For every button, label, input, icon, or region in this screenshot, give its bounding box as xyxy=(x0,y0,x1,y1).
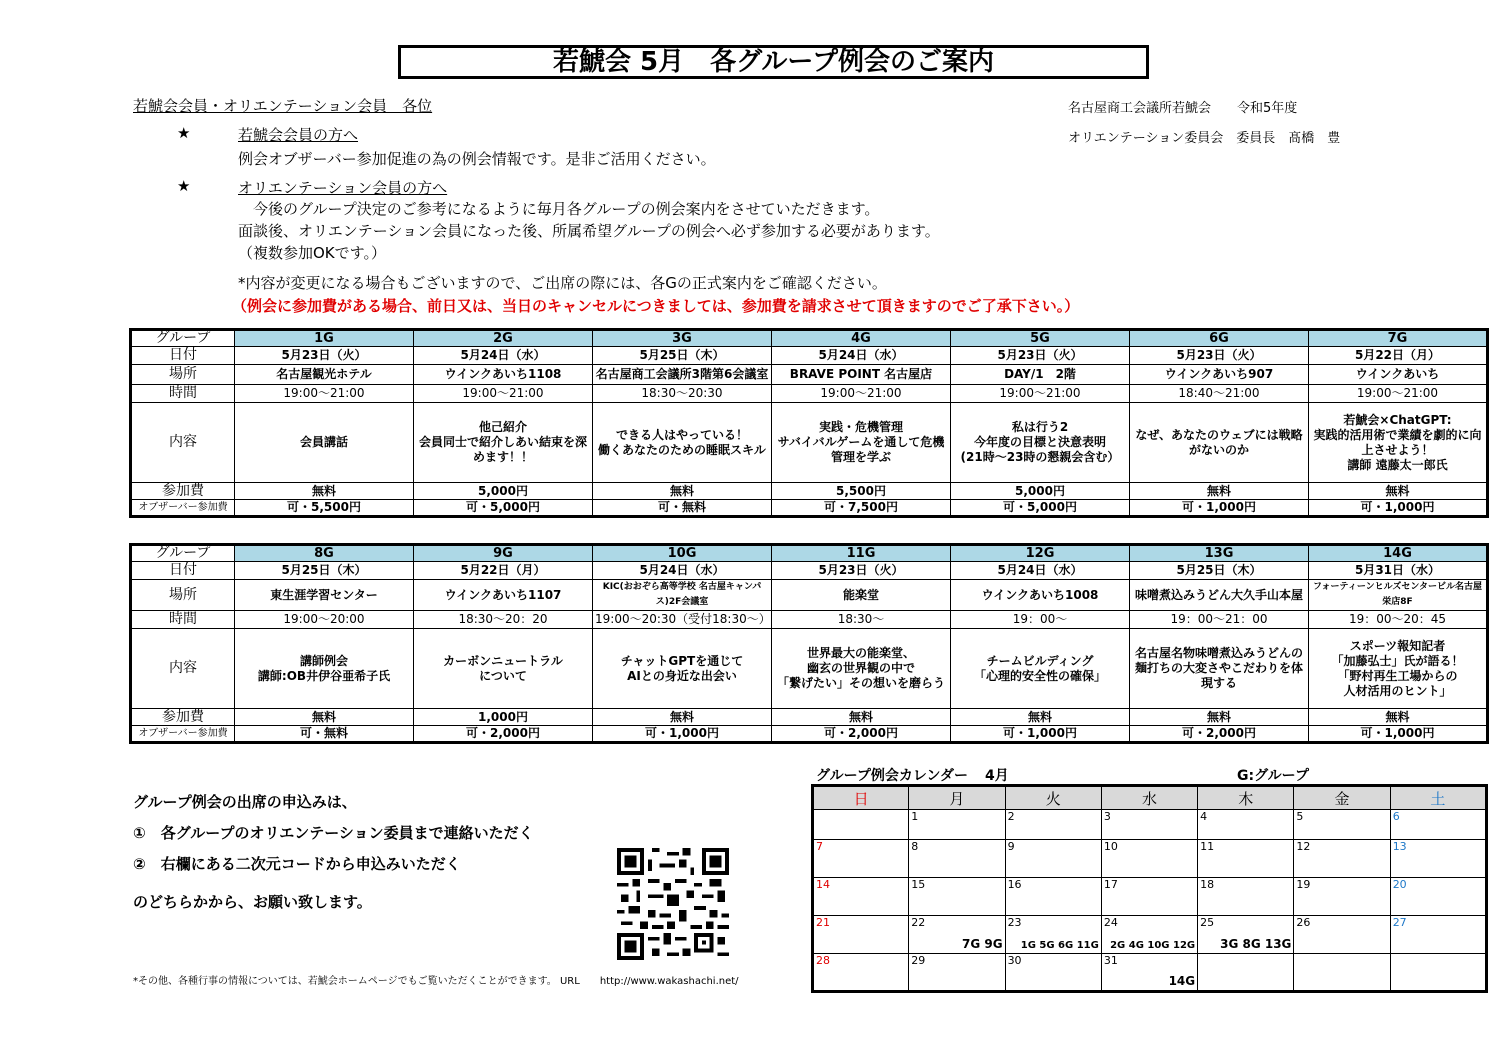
cell-time: 19:00～21:00 xyxy=(414,385,593,403)
cell-time: 19：00～20：45 xyxy=(1309,611,1488,629)
table-row xyxy=(131,403,1488,483)
apply-item-2: ② 右欄にある二次元コードから申込みいただく xyxy=(133,855,461,873)
table-row xyxy=(131,562,1488,580)
cell-observer: 可・1,000円 xyxy=(1309,500,1488,517)
cell-date: 5月23日（火） xyxy=(235,347,414,365)
qr-code-icon[interactable] xyxy=(617,848,729,960)
table-row xyxy=(131,611,1488,629)
cell-content: 若鯱会×ChatGPT: 実践的活用術で業績を劇的に向上させよう！ 講師 遠藤太一郎氏 xyxy=(1309,403,1488,483)
cell-place: ウインクあいち907 xyxy=(1130,365,1309,385)
calendar-cell xyxy=(813,810,909,840)
calendar-date: 10 xyxy=(1103,840,1118,853)
cell-date: 5月22日（月） xyxy=(1309,347,1488,365)
cell-observer: 可・7,500円 xyxy=(772,500,951,517)
calendar-cell xyxy=(813,916,909,954)
row-label-time: 時間 xyxy=(131,385,235,403)
cell-observer: 可・5,500円 xyxy=(235,500,414,517)
calendar-cell xyxy=(1005,954,1101,992)
cell-place: 名古屋観光ホテル xyxy=(235,365,414,385)
calendar-date: 28 xyxy=(816,954,830,967)
cell-date: 5月24日（水） xyxy=(593,562,772,580)
calendar-cell xyxy=(1198,810,1294,840)
cell-date: 5月24日（水） xyxy=(951,562,1130,580)
row-label-place: 場所 xyxy=(131,365,235,385)
cell-fee: 無料 xyxy=(235,709,414,726)
cell-observer: 可・5,000円 xyxy=(951,500,1130,517)
calendar-cell xyxy=(909,810,1005,840)
calendar-cell xyxy=(1101,954,1197,992)
calendar-cell xyxy=(1101,810,1197,840)
calendar-date: 24 xyxy=(1103,916,1118,929)
cell-content: できる人はやっている！ 働くあなたのための睡眠スキル xyxy=(593,403,772,483)
cell-fee: 5,500円 xyxy=(772,483,951,500)
calendar-date: 11 xyxy=(1200,840,1215,853)
cell-group: 12G xyxy=(951,545,1130,562)
calendar-cell xyxy=(1198,840,1294,878)
cell-time: 19:00～21:00 xyxy=(1309,385,1488,403)
cell-group: 6G xyxy=(1130,330,1309,347)
cell-group: 1G xyxy=(235,330,414,347)
cell-observer: 可・1,000円 xyxy=(1130,500,1309,517)
calendar-cell xyxy=(1101,878,1197,916)
cell-date: 5月23日（火） xyxy=(951,347,1130,365)
cell-date: 5月22日（月） xyxy=(414,562,593,580)
calendar-cell xyxy=(1294,878,1390,916)
cell-time: 19:00～21:00 xyxy=(951,385,1130,403)
cell-group: 14G xyxy=(1309,545,1488,562)
table-row xyxy=(131,500,1488,517)
calendar-event: 1G 5G 6G 11G xyxy=(1020,940,1099,951)
row-label-group: グループ xyxy=(131,330,235,347)
cell-observer: 可・2,000円 xyxy=(414,726,593,743)
table-row xyxy=(131,545,1488,562)
calendar-date: 18 xyxy=(1200,878,1215,891)
cell-place: DAY/1 2階 xyxy=(951,365,1130,385)
calendar-date: 2 xyxy=(1007,810,1015,823)
calendar-cell xyxy=(1390,954,1486,992)
footer-note: *その他、各種行事の情報については、若鯱会ホームページでもご覧いただくことができます。 URL http://www.wakashachi.net/ xyxy=(133,976,739,987)
cell-time: 19:00～20:00 xyxy=(235,611,414,629)
table-row xyxy=(131,347,1488,365)
cell-time: 18:30～20:30 xyxy=(593,385,772,403)
calendar-date: 25 xyxy=(1200,916,1215,929)
cell-group: 5G xyxy=(951,330,1130,347)
cell-observer: 可・5,000円 xyxy=(414,500,593,517)
cell-group: 9G xyxy=(414,545,593,562)
calendar-event: 14G xyxy=(1168,974,1196,988)
cell-date: 5月25日（木） xyxy=(235,562,414,580)
star-icon: ★ xyxy=(177,124,191,142)
table-row xyxy=(131,365,1488,385)
calendar-event: 2G 4G 10G 12G xyxy=(1110,940,1196,951)
cell-place: 名古屋商工会議所3階第6会議室 xyxy=(593,365,772,385)
row-label-fee: 参加費 xyxy=(131,709,235,726)
members-heading: 若鯱会会員の方へ xyxy=(238,126,359,144)
cell-fee: 1,000円 xyxy=(414,709,593,726)
calendar-date: 20 xyxy=(1392,878,1407,891)
star-icon: ★ xyxy=(177,177,191,195)
calendar-date: 17 xyxy=(1103,878,1118,891)
cell-fee: 無料 xyxy=(1309,483,1488,500)
calendar-day-header: 火 xyxy=(1005,786,1101,810)
apply-closing: のどちらかから、お願い致します。 xyxy=(133,893,372,911)
calendar-date: 13 xyxy=(1392,840,1407,853)
cell-group: 10G xyxy=(593,545,772,562)
calendar-cell xyxy=(909,916,1005,954)
cell-fee: 無料 xyxy=(593,483,772,500)
table-row xyxy=(131,330,1488,347)
row-label-content: 内容 xyxy=(131,629,235,709)
apply-heading: グループ例会の出席の申込みは、 xyxy=(133,793,357,811)
cell-time: 18:30～ xyxy=(772,611,951,629)
calendar-event: 7G 9G xyxy=(961,937,1003,951)
calendar-cell xyxy=(1294,810,1390,840)
calendar-cell xyxy=(1005,810,1101,840)
cell-place: フォーティーンヒルズセンタービル名古屋栄店8F xyxy=(1309,580,1488,611)
cell-content: なぜ、あなたのウェブには戦略がないのか xyxy=(1130,403,1309,483)
cell-place: BRAVE POINT 名古屋店 xyxy=(772,365,951,385)
cell-content: 世界最大の能楽堂、 幽玄の世界観の中で 「繋げたい」その想いを磨らう xyxy=(772,629,951,709)
cell-content: 名古屋名物味噌煮込みうどんの麺打ちの大変さやこだわりを体現する xyxy=(1130,629,1309,709)
table-row xyxy=(131,629,1488,709)
cell-observer: 可・1,000円 xyxy=(1309,726,1488,743)
table-row xyxy=(131,726,1488,743)
cell-content: 私は行う2 今年度の目標と決意表明 (21時～23時の懇親会含む） xyxy=(951,403,1130,483)
cell-place: 能楽堂 xyxy=(772,580,951,611)
cell-group: 7G xyxy=(1309,330,1488,347)
cell-date: 5月23日（火） xyxy=(772,562,951,580)
calendar-cell xyxy=(1005,878,1101,916)
calendar-date: 5 xyxy=(1296,810,1304,823)
cell-fee: 無料 xyxy=(1130,483,1309,500)
schedule-table-2 xyxy=(129,543,1489,744)
row-label-observer: オブザーバー参加費 xyxy=(131,500,235,517)
cell-content: 会員講話 xyxy=(235,403,414,483)
cell-observer: 可・無料 xyxy=(235,726,414,743)
calendar-date: 12 xyxy=(1296,840,1311,853)
cell-observer: 可・1,000円 xyxy=(951,726,1130,743)
calendar-cell xyxy=(813,954,909,992)
calendar-date: 26 xyxy=(1296,916,1311,929)
cell-content: スポーツ報知記者 「加藤弘士」氏が語る！ 「野村再生工場からの 人材活用のヒント」 xyxy=(1309,629,1488,709)
cell-place: KIC(おおぞら高等学校 名古屋キャンパス)2F会議室 xyxy=(593,580,772,611)
cell-fee: 5,000円 xyxy=(951,483,1130,500)
calendar-date: 14 xyxy=(816,878,830,891)
calendar-cell xyxy=(1390,840,1486,878)
cell-content: チームビルディング 「心理的安全性の確保」 xyxy=(951,629,1130,709)
page-title: 若鯱会 5月 各グループ例会のご案内 xyxy=(398,45,1149,79)
cell-fee: 無料 xyxy=(1130,709,1309,726)
calendar-day-header: 金 xyxy=(1294,786,1390,810)
issuer-line-1: 名古屋商工会議所若鯱会 令和5年度 xyxy=(1068,101,1298,116)
calendar-cell xyxy=(1294,840,1390,878)
schedule-table-1 xyxy=(129,328,1489,518)
calendar-date: 7 xyxy=(816,840,823,853)
cell-date: 5月25日（木） xyxy=(1130,562,1309,580)
cell-fee: 5,000円 xyxy=(414,483,593,500)
calendar-date: 29 xyxy=(911,954,926,967)
addressee: 若鯱会会員・オリエンテーション会員 各位 xyxy=(133,97,433,115)
cell-observer: 可・2,000円 xyxy=(772,726,951,743)
calendar-date: 30 xyxy=(1007,954,1022,967)
cell-time: 18:30～20：20 xyxy=(414,611,593,629)
cell-observer: 可・2,000円 xyxy=(1130,726,1309,743)
issuer-line-2: オリエンテーション委員会 委員長 髙橋 豊 xyxy=(1068,131,1341,146)
cell-fee: 無料 xyxy=(593,709,772,726)
cell-date: 5月31日（水） xyxy=(1309,562,1488,580)
cell-content: 実践・危機管理 サバイバルゲームを通して危機管理を学ぶ xyxy=(772,403,951,483)
members-text: 例会オブザーバー参加促進の為の例会情報です。是非ご活用ください。 xyxy=(238,150,716,168)
orient-text-2: 面談後、オリエンテーション会員になった後、所属希望グループの例会へ必ず参加する必要があります。 xyxy=(238,222,940,240)
calendar-cell xyxy=(1198,916,1294,954)
calendar-date: 1 xyxy=(911,810,919,823)
calendar-cell xyxy=(813,878,909,916)
cell-group: 4G xyxy=(772,330,951,347)
cell-time: 19:00～21:00 xyxy=(235,385,414,403)
row-label-group: グループ xyxy=(131,545,235,562)
cell-group: 8G xyxy=(235,545,414,562)
calendar-cell xyxy=(1198,878,1294,916)
orient-text-3: （複数参加OKです。） xyxy=(238,244,386,262)
table-row xyxy=(131,483,1488,500)
row-label-fee: 参加費 xyxy=(131,483,235,500)
calendar-date: 31 xyxy=(1103,954,1118,967)
calendar-cell xyxy=(1101,916,1197,954)
calendar-date: 22 xyxy=(911,916,926,929)
calendar-day-header: 水 xyxy=(1101,786,1197,810)
calendar-day-header: 月 xyxy=(909,786,1005,810)
calendar-cell xyxy=(1198,954,1294,992)
cell-observer: 可・1,000円 xyxy=(593,726,772,743)
cell-group: 11G xyxy=(772,545,951,562)
calendar-cell xyxy=(909,840,1005,878)
calendar-cell xyxy=(1294,916,1390,954)
calendar-date: 9 xyxy=(1007,840,1015,853)
cell-time: 19:00～20:30（受付18:30～） xyxy=(593,611,772,629)
calendar-legend: G:グループ xyxy=(1237,768,1309,784)
row-label-place: 場所 xyxy=(131,580,235,611)
calendar-date: 8 xyxy=(911,840,919,853)
calendar-cell xyxy=(1390,916,1486,954)
row-label-date: 日付 xyxy=(131,347,235,365)
cell-date: 5月24日（水） xyxy=(772,347,951,365)
calendar-day-header: 日 xyxy=(813,786,909,810)
calendar-cell xyxy=(813,840,909,878)
calendar-date: 21 xyxy=(816,916,830,929)
calendar-date: 16 xyxy=(1007,878,1022,891)
cell-content: カーボンニュートラル について xyxy=(414,629,593,709)
row-label-time: 時間 xyxy=(131,611,235,629)
row-label-date: 日付 xyxy=(131,562,235,580)
calendar-date: 6 xyxy=(1392,810,1400,823)
table-row xyxy=(131,385,1488,403)
calendar-month: 4月 xyxy=(985,768,1009,784)
calendar-cell xyxy=(1294,954,1390,992)
cell-fee: 無料 xyxy=(951,709,1130,726)
cell-place: 味噌煮込みうどん大久手山本屋 xyxy=(1130,580,1309,611)
calendar-cell xyxy=(1005,916,1101,954)
calendar-date: 3 xyxy=(1103,810,1111,823)
cell-group: 2G xyxy=(414,330,593,347)
calendar-date: 15 xyxy=(911,878,926,891)
apply-item-1: ① 各グループのオリエンテーション委員まで連絡いただく xyxy=(133,824,534,842)
cell-place: ウインクあいち xyxy=(1309,365,1488,385)
cell-time: 19:00～21:00 xyxy=(772,385,951,403)
calendar-title: グループ例会カレンダー xyxy=(816,768,968,784)
cell-place: ウインクあいち1008 xyxy=(951,580,1130,611)
calendar-cell xyxy=(1390,810,1486,840)
cell-date: 5月24日（水） xyxy=(414,347,593,365)
cell-fee: 無料 xyxy=(235,483,414,500)
calendar-date: 23 xyxy=(1007,916,1022,929)
calendar-day-header: 土 xyxy=(1390,786,1486,810)
orient-heading: オリエンテーション会員の方へ xyxy=(238,179,448,197)
cell-content: チャットGPTを通じて AIとの身近な出会い xyxy=(593,629,772,709)
calendar-cell xyxy=(1101,840,1197,878)
change-note: *内容が変更になる場合もございますので、ご出席の際には、各Gの正式案内をご確認ください。 xyxy=(238,274,887,292)
calendar-event: 3G 8G 13G xyxy=(1220,937,1292,951)
table-row xyxy=(131,580,1488,611)
cell-place: ウインクあいち1108 xyxy=(414,365,593,385)
cell-date: 5月25日（木） xyxy=(593,347,772,365)
cell-place: ウインクあいち1107 xyxy=(414,580,593,611)
cancel-note: （例会に参加費がある場合、前日又は、当日のキャンセルにつきましては、参加費を請求させて頂きますのでご了承下さい。） xyxy=(232,297,1080,315)
cell-date: 5月23日（火） xyxy=(1130,347,1309,365)
cell-content: 講師例会 講師:OB井伊谷亜希子氏 xyxy=(235,629,414,709)
calendar-cell xyxy=(1005,840,1101,878)
table-row xyxy=(131,709,1488,726)
group-calendar xyxy=(811,784,1488,993)
orient-text-1: 今後のグループ決定のご参考になるように毎月各グループの例会案内をさせていただきます。 xyxy=(238,200,880,218)
cell-group: 3G xyxy=(593,330,772,347)
cell-place: 東生涯学習センター xyxy=(235,580,414,611)
row-label-observer: オブザーバー参加費 xyxy=(131,726,235,743)
cell-time: 19：00～ xyxy=(951,611,1130,629)
calendar-cell xyxy=(909,954,1005,992)
calendar-day-header: 木 xyxy=(1198,786,1294,810)
calendar-date: 19 xyxy=(1296,878,1311,891)
cell-fee: 無料 xyxy=(1309,709,1488,726)
cell-time: 19：00～21：00 xyxy=(1130,611,1309,629)
calendar-cell xyxy=(1390,878,1486,916)
row-label-content: 内容 xyxy=(131,403,235,483)
calendar-date: 4 xyxy=(1200,810,1208,823)
cell-time: 18:40～21:00 xyxy=(1130,385,1309,403)
cell-fee: 無料 xyxy=(772,709,951,726)
calendar-cell xyxy=(909,878,1005,916)
cell-observer: 可・無料 xyxy=(593,500,772,517)
calendar-date: 27 xyxy=(1392,916,1407,929)
cell-content: 他己紹介 会員同士で紹介しあい結束を深めます！！ xyxy=(414,403,593,483)
cell-group: 13G xyxy=(1130,545,1309,562)
